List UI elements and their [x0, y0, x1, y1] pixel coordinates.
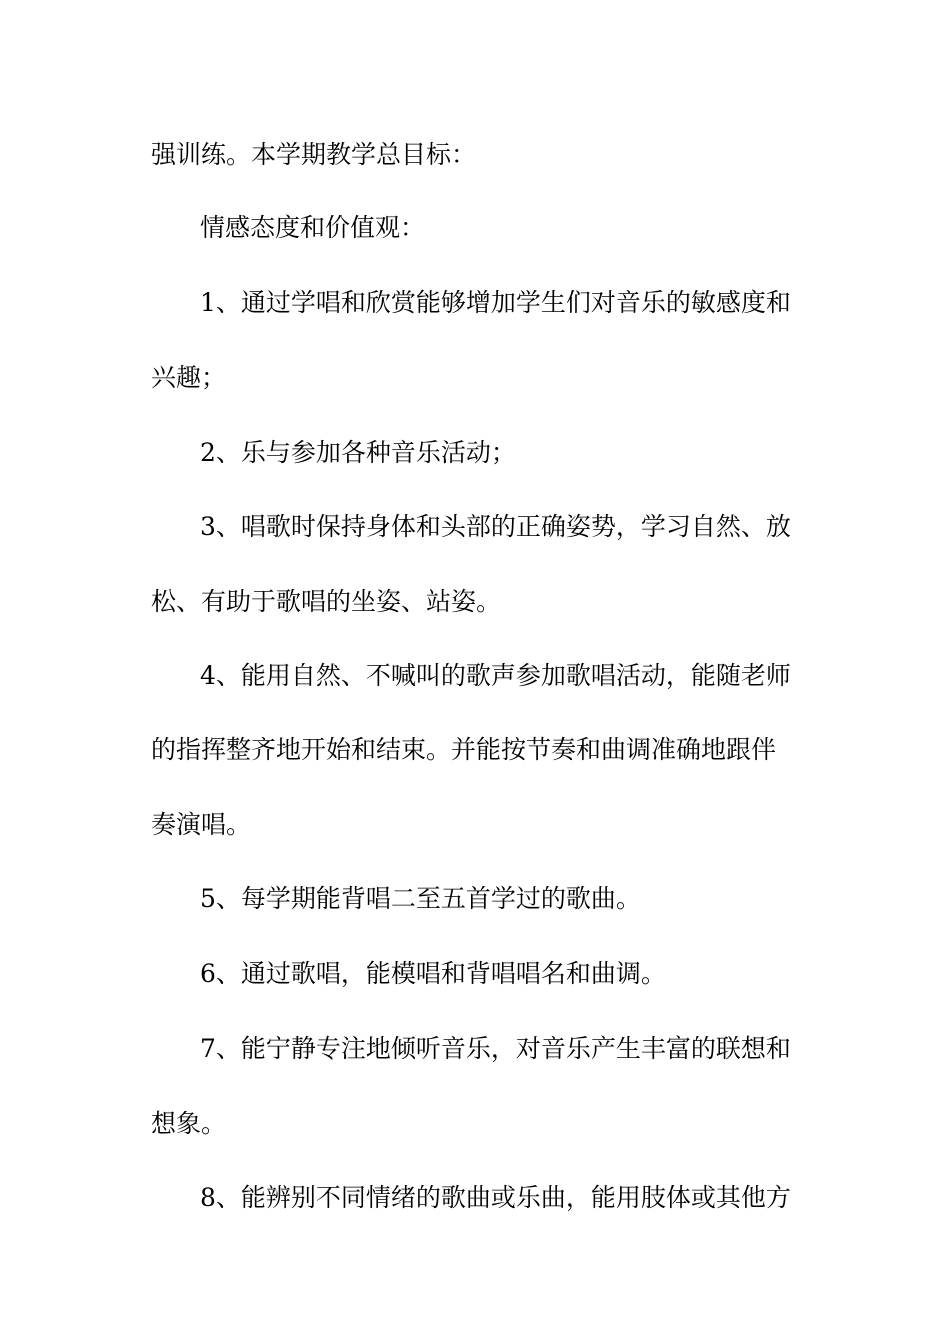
list-item-8: 8、能辨别不同情绪的歌曲或乐曲，能用肢体或其他方 — [200, 1183, 791, 1212]
list-item-7: 7、能宁静专注地倾听音乐，对音乐产生丰富的联想和 — [200, 1034, 791, 1063]
list-item-6: 6、通过歌唱，能模唱和背唱唱名和曲调。 — [200, 959, 666, 988]
text-line: 松、有助于歌唱的坐姿、站姿。 — [151, 587, 502, 616]
text-line: 的指挥整齐地开始和结束。并能按节奏和曲调准确地跟伴 — [151, 735, 777, 764]
list-item-2: 2、乐与参加各种音乐活动； — [200, 438, 516, 467]
text-line: 强训练。本学期教学总目标： — [151, 140, 477, 169]
text-line: 兴趣； — [151, 363, 227, 392]
text-line: 奏演唱。 — [151, 810, 252, 839]
list-item-5: 5、每学期能背唱二至五首学过的歌曲。 — [200, 884, 641, 913]
list-item-3: 3、唱歌时保持身体和头部的正确姿势，学习自然、放 — [200, 512, 791, 541]
list-item-1: 1、通过学唱和欣赏能够增加学生们对音乐的敏感度和 — [200, 288, 791, 317]
section-heading: 情感态度和价值观： — [200, 213, 426, 242]
list-item-4: 4、能用自然、不喊叫的歌声参加歌唱活动，能随老师 — [200, 661, 791, 690]
text-line: 想象。 — [151, 1109, 227, 1138]
